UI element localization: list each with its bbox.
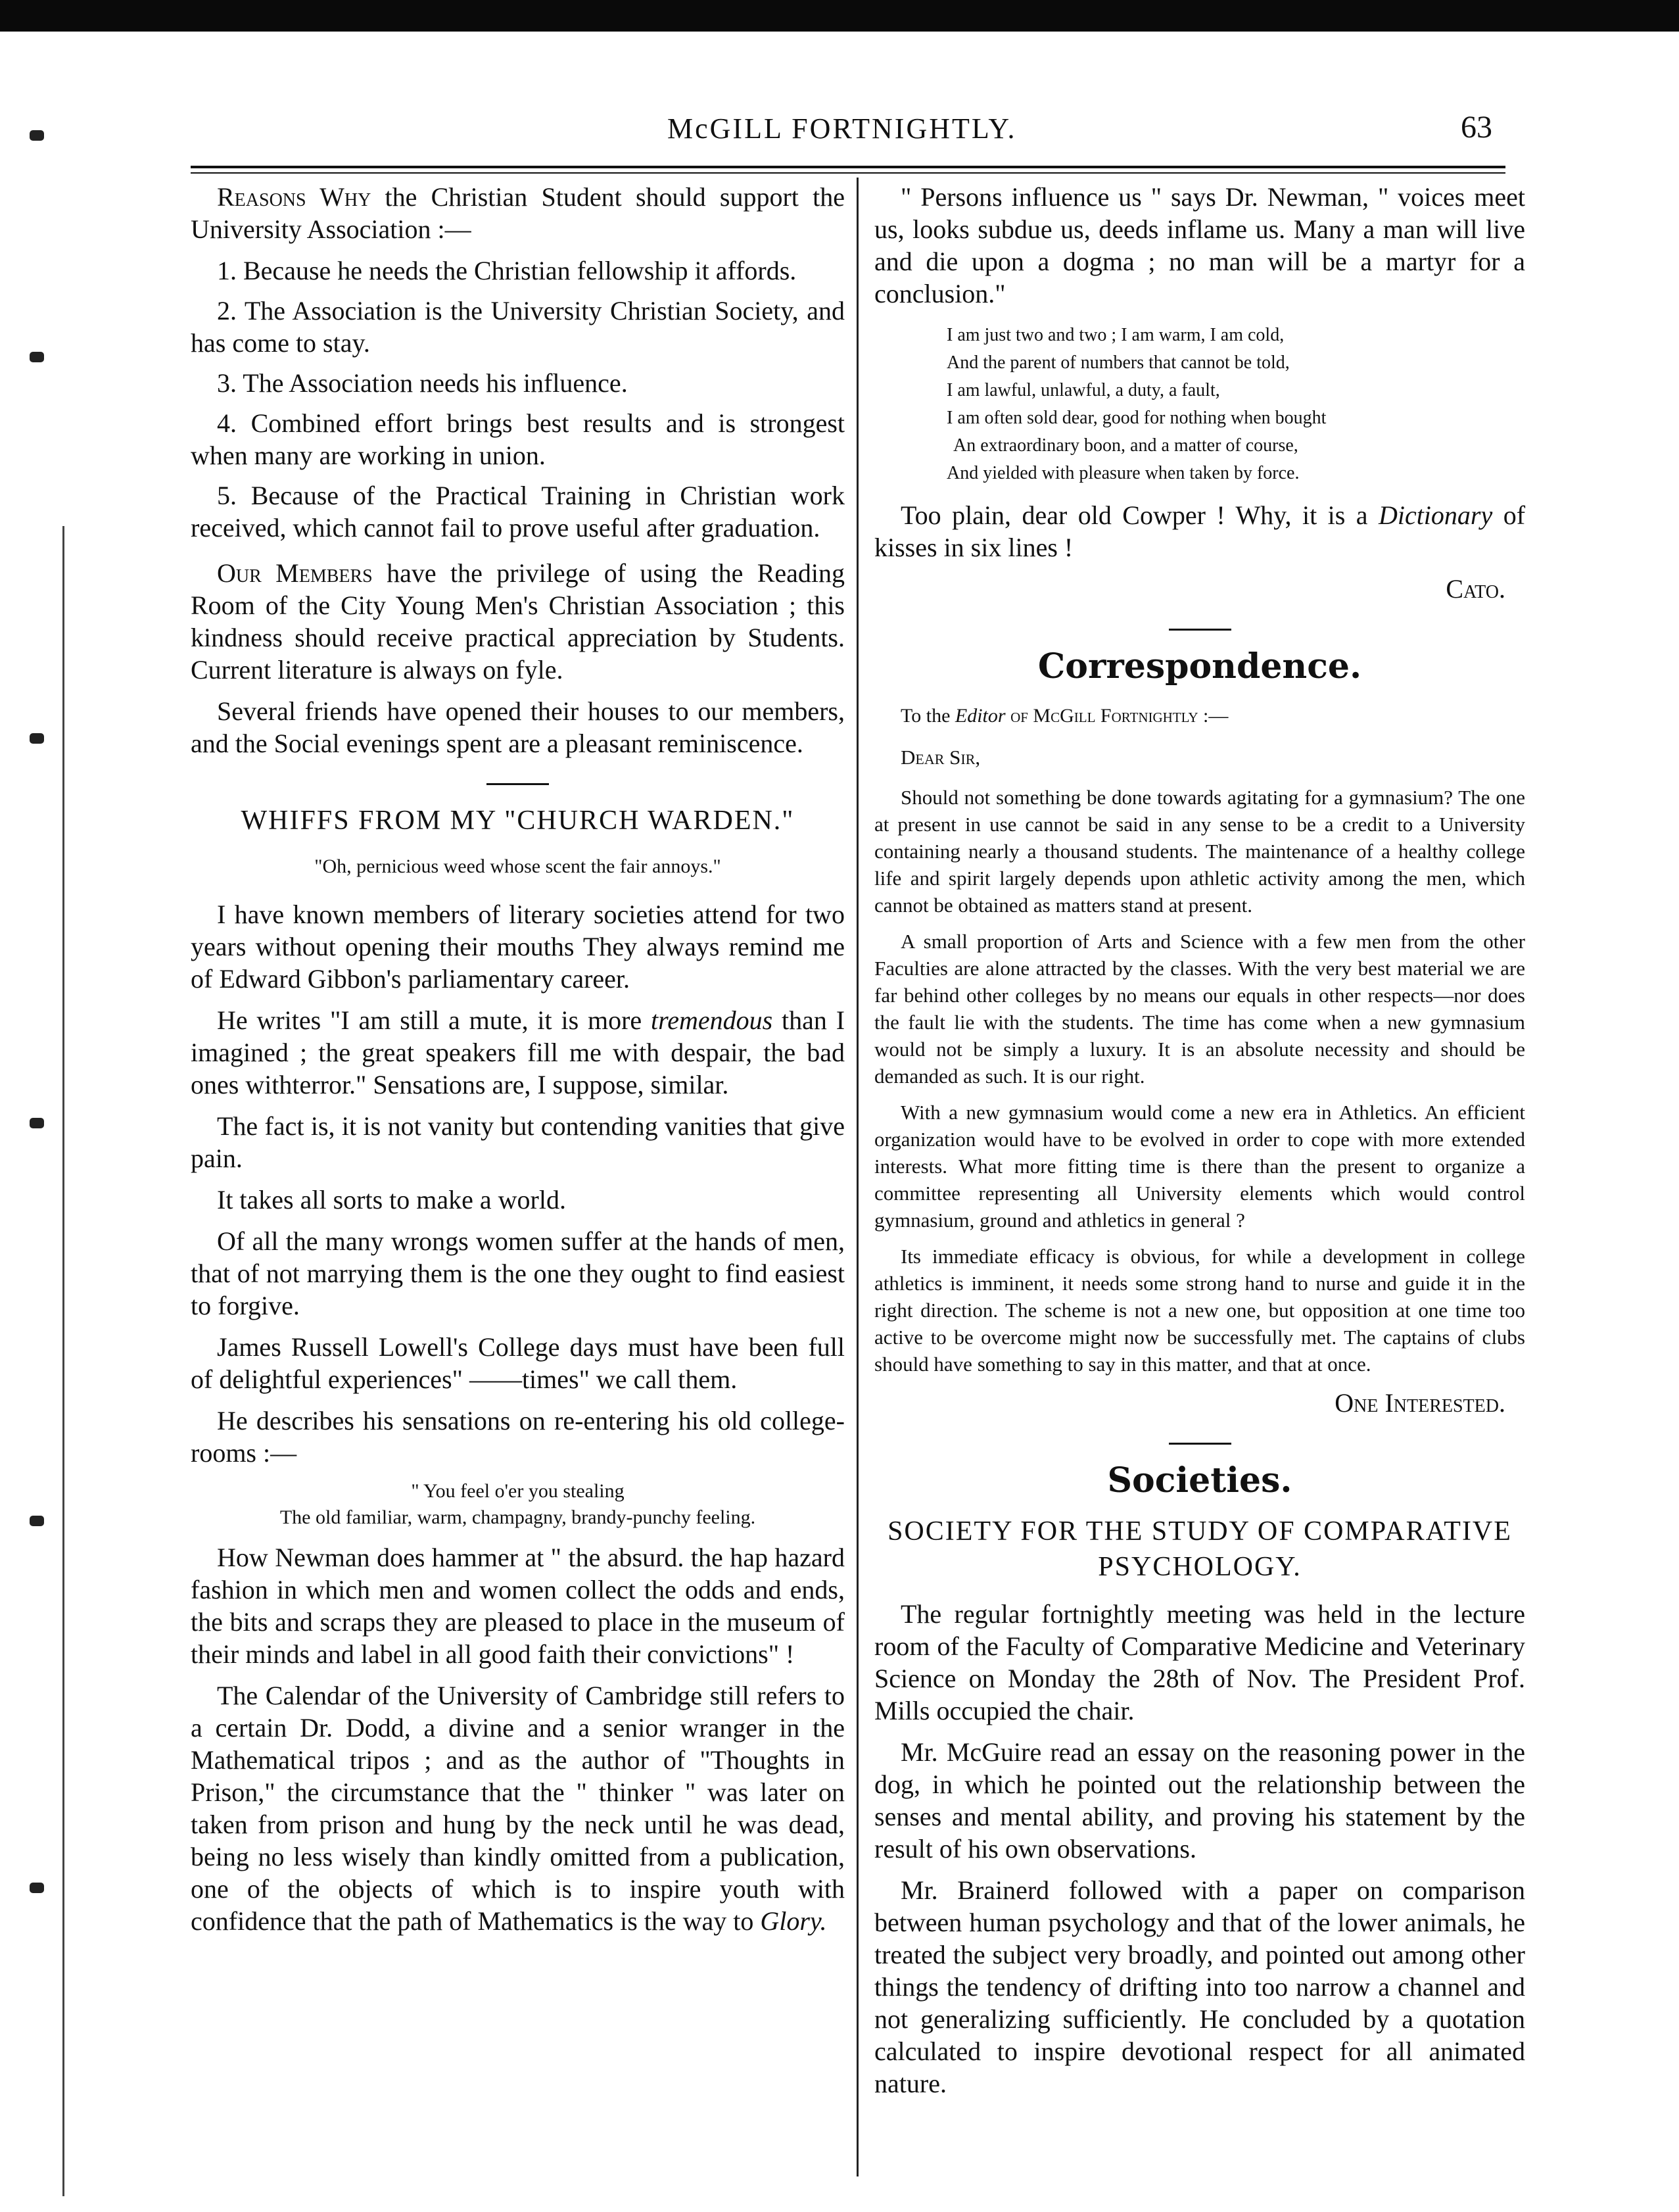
reasons-intro xyxy=(191,181,845,245)
section-rule xyxy=(486,783,549,785)
correspondence-heading: Correspondence. xyxy=(1037,646,1362,686)
margin-mark xyxy=(30,1118,44,1128)
to-editor-line xyxy=(874,700,1525,732)
left-column xyxy=(191,181,845,1946)
calendar-emphasis: Glory. xyxy=(760,1906,827,1936)
letter-signature: One Interested. xyxy=(1335,1388,1505,1418)
poem-line: An extraordinary boon, and a matter of course, xyxy=(953,435,1298,456)
paragraph-literary: I have known members of literary societies attend for two years without opening their mouths They always remind me of Edward Gibbon's parliamentary career. xyxy=(191,900,845,994)
poem-line: I am just two and two ; I am warm, I am cold, xyxy=(947,325,1285,345)
members-text: have the privilege of using the Reading Room of the City Young Men's Christian Association ; this kindness should receive practical appreciation by Students. Current literature is always on fyle. xyxy=(191,558,845,685)
letter-paragraph: A small proportion of Arts and Science with a few men from the other Faculties are alone attracted by the classes. With the very best material we are far behind other colleges by no means our equals in other respects—nor does the fault lie with the students. The time has come when a new gymnasium would not be simply a luxury. It is an absolute necessity and should be demanded as such. It is our right. xyxy=(874,930,1525,1088)
calendar-text: The Calendar of the University of Cambridge still refers to a certain Dr. Dodd, a divine and a senior wranger in the Mathematical tripos ; and as the author of "Thoughts in Prison," the circumstance that the " thinker " was later on taken from prison and hung by the neck until he was dead, being no less wisely than kindly omitted from a publication, one of the objects of which is to inspire youth with confidence that the path of Mathematics is the way to xyxy=(191,1681,845,1936)
column-divider xyxy=(857,178,859,2176)
paragraph-newman: How Newman does hammer at " the absurd. the hap hazard fashion in which men and women collect the odds and ends, the bits and scraps they are pleased to place in the museum of their minds and label in all good faith their convictions" ! xyxy=(191,1543,845,1669)
letter-paragraph: With a new gymnasium would come a new era in Athletics. An efficient organization would have to be evolved in order to cope with more extended interests. What more fitting time is there than the present to organize a committee representing all University elements which would control gymnasium, ground and athletics in general ? xyxy=(874,1101,1525,1232)
paragraph-wrongs: Of all the many wrongs women suffer at the hands of men, that of not marrying them is the one they ought to find easiest to forgive. xyxy=(191,1226,845,1320)
running-title: McGILL FORTNIGHTLY. xyxy=(667,112,1017,145)
header-rule-thin xyxy=(191,172,1505,174)
society-paragraph: Mr. McGuire read an essay on the reasoning power in the dog, in which he pointed out the relationship between the senses and mental ability, and proving his statement by the result of his own observations. xyxy=(874,1737,1525,1863)
scan-top-edge xyxy=(0,0,1679,32)
poem-line: And the parent of numbers that cannot be told, xyxy=(947,352,1290,373)
paragraph-world: It takes all sorts to make a world. xyxy=(217,1185,566,1214)
paragraph-lowell: James Russell Lowell's College days must have been full of delightful experiences" ——times" we call them. xyxy=(191,1332,845,1394)
reason-item: 4. Combined effort brings best results and is strongest when many are working in union. xyxy=(191,408,845,470)
reasons-intro-text: the Christian Student should support the University Association :— xyxy=(191,182,845,244)
letter-paragraph: Should not something be done towards agitating for a gymnasium? The one at present in use cannot be said in any sense to be a credit to a University containing nearly a thousand students. The maintenance of a healthy college life and spirit largely depends upon athletic activity among the men, which cannot be obtained as matters stand at present. xyxy=(874,786,1525,917)
reason-item: 1. Because he needs the Christian fellowship it affords. xyxy=(217,256,797,285)
salutation: Dear Sir, xyxy=(901,746,981,769)
to-editor-emphasis: Editor xyxy=(955,705,1006,727)
paragraph-vanity: The fact is, it is not vanity but contending vanities that give pain. xyxy=(191,1111,845,1173)
verse-line: " You feel o'er you stealing xyxy=(411,1480,625,1502)
friends-paragraph: Several friends have opened their houses to our members, and the Social evenings spent are a pleasant reminiscence. xyxy=(191,696,845,758)
cowper-text-2: of kisses in six lines ! xyxy=(874,500,1526,562)
quoted-verse xyxy=(191,1478,845,1531)
margin-mark xyxy=(30,1516,44,1526)
society-paragraph: Mr. Brainerd followed with a paper on comparison between human psychology and that of the lower animals, he treated the subject very broadly, and pointed out among other things the tendency of drifting into too narrow a channel and not generalizing sufficiently. He concluded by a quotation calculated to inspire devotional respect for all animated nature. xyxy=(874,1875,1525,2098)
society-paragraph: The regular fortnightly meeting was held in the lecture room of the Faculty of Comparative Medicine and Veterinary Science on Monday the 28th of Nov. The President Prof. Mills occupied the chair. xyxy=(874,1599,1525,1725)
paragraph-describes: He describes his sensations on re-entering his old college-rooms :— xyxy=(191,1406,845,1468)
right-column xyxy=(874,181,1525,2109)
verse-line: The old familiar, warm, champagny, brandy-punchy feeling. xyxy=(279,1506,756,1528)
reason-item: 5. Because of the Practical Training in Christian work received, which cannot fail to prove useful after graduation. xyxy=(191,481,845,542)
reason-item: 2. The Association is the University Christian Society, and has come to stay. xyxy=(191,296,845,358)
letter-paragraph: Its immediate efficacy is obvious, for while a development in college athletics is imminent, it needs some strong hand to nurse and guide it in the right direction. The scheme is not a new one, but opposition at one time too active to be overcome might now be successfully met. The captains of clubs should have something to say in this matter, and that at once. xyxy=(874,1245,1525,1376)
paragraph-writes xyxy=(191,1004,845,1101)
page-number: 63 xyxy=(1461,110,1492,145)
paragraph-calendar xyxy=(191,1679,845,1937)
poem-line: I am often sold dear, good for nothing when bought xyxy=(947,408,1327,428)
page-header xyxy=(177,112,1492,158)
binding-edge xyxy=(62,526,64,2196)
signature-cato: Cato. xyxy=(1446,574,1505,604)
cowper-paragraph xyxy=(874,499,1525,564)
poem-line: And yielded with pleasure when taken by force. xyxy=(947,463,1300,483)
members-paragraph xyxy=(191,557,845,686)
writes-text-2: than I imagined ; the great speakers fill me with despair, the bad ones withterror." Sensations are, I suppose, similar. xyxy=(191,1005,845,1099)
margin-mark xyxy=(30,1883,44,1893)
margin-mark xyxy=(30,733,44,744)
to-editor-text: To the xyxy=(901,705,951,727)
reason-item: 3. The Association needs his influence. xyxy=(217,368,628,398)
cowper-text-1: Too plain, dear old Cowper ! Why, it is a xyxy=(901,500,1368,530)
writes-text-1: He writes "I am still a mute, it is more xyxy=(217,1005,642,1035)
whiffs-heading: WHIFFS FROM MY "CHURCH WARDEN." xyxy=(241,805,795,836)
to-editor-publication: of McGill Fortnightly :— xyxy=(1010,705,1229,727)
margin-mark xyxy=(30,130,44,141)
reasons-lead: Reasons Why xyxy=(217,182,371,212)
margin-mark xyxy=(30,352,44,362)
society-title: SOCIETY FOR THE STUDY OF COMPARATIVE PSYCHOLOGY. xyxy=(887,1516,1512,1582)
members-lead: Our Members xyxy=(217,558,373,588)
writes-emphasis: tremendous xyxy=(651,1005,773,1035)
poem-line: I am lawful, unlawful, a duty, a fault, xyxy=(947,380,1220,400)
poem xyxy=(947,322,1525,487)
societies-heading: Societies. xyxy=(1107,1460,1292,1501)
header-rule xyxy=(191,166,1505,168)
epigraph: "Oh, pernicious weed whose scent the fair annoys." xyxy=(314,855,721,877)
cowper-emphasis: Dictionary xyxy=(1378,500,1493,530)
section-rule xyxy=(1169,1443,1231,1445)
newman-quote: " Persons influence us " says Dr. Newman, " voices meet us, looks subdue us, deeds inflame us. Many a man will live and die upon a dogma ; no man will be a martyr for a conclusion." xyxy=(874,182,1525,308)
section-rule xyxy=(1169,629,1231,631)
